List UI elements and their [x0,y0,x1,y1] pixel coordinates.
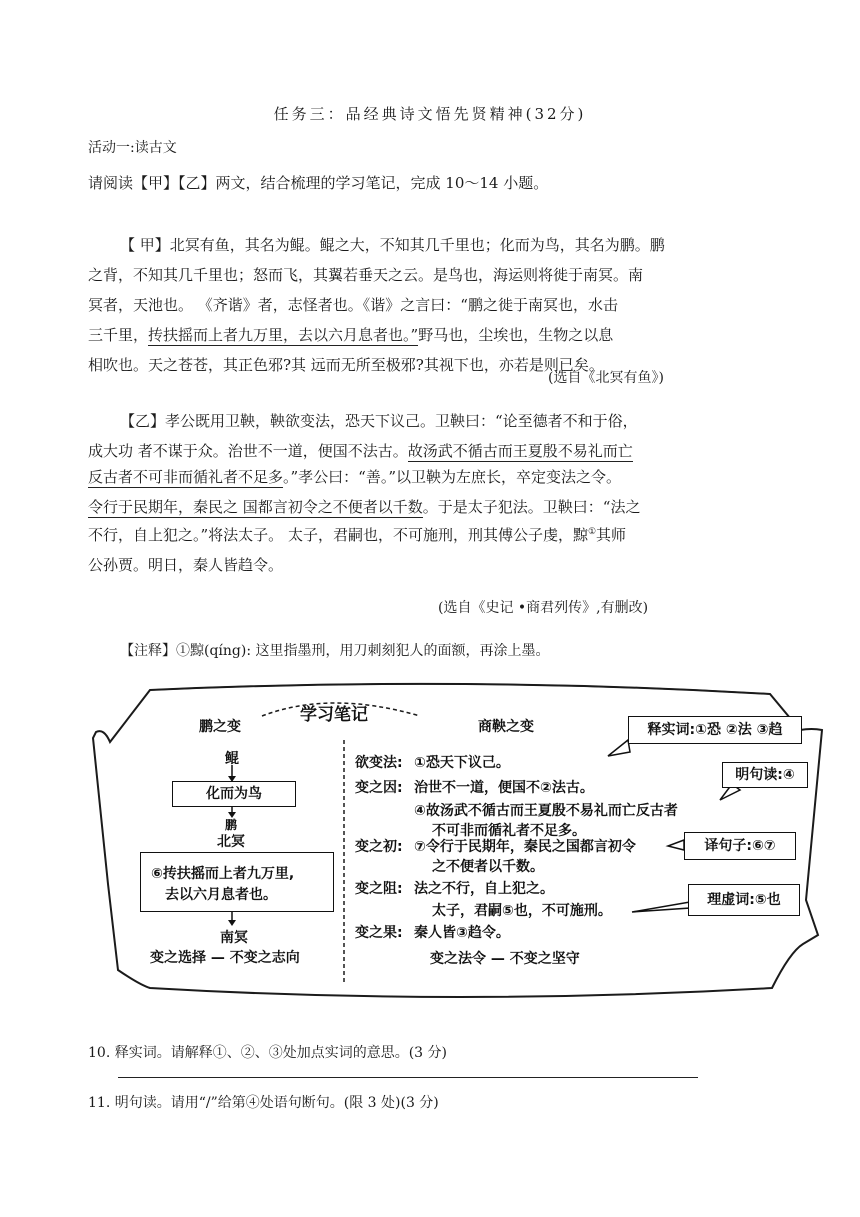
jia-line-4-post: 野马也，尘埃也，生物之以息 [418,326,614,344]
instruction: 请阅读【甲】【乙】两文，结合梳理的学习笔记，完成 10～14 小题。 [88,174,549,192]
row-text-3: ④故汤武不循古而王夏殷不易礼而亡反古者 [414,803,678,819]
row-label-2: 变之因: [355,780,403,796]
beiming-label: 北冥 [217,834,245,850]
yi-line-4 [88,496,640,517]
sentence-6-line-1: ⑥抟扶摇而上者九万里, [151,866,295,882]
yi-line-4-post: 。于是太子犯法。卫鞅曰：“法之 [422,498,641,516]
jia-line-2: 之背，不知其几千里也；怒而飞，其翼若垂天之云。是鸟也，海运则将徙于南冥。南 [88,266,644,284]
yi-underlined-sentence-4a: 故汤武不循古而王夏殷不易礼而亡 [407,442,633,460]
task-title: 任务三：品经典诗文悟先贤精神(32分) [273,105,587,123]
callout-li-xu-ci: 理虚词:⑤也 [688,884,800,916]
yi-line-5-text: 不行，自上犯之。”将法太子。 太子，君嗣也，不可施刑，刑其傅公子虔，黥 [88,526,588,544]
row-text-4: 不可非而循礼者不足多。 [432,823,586,839]
callout-shi-shi-ci: 释实词:①恐 ②法 ③趋 [628,716,802,744]
yi-line-1: 【乙】孝公既用卫鞅，鞅欲变法，恐天下议己。卫鞅曰：“论至德者不和于俗， [120,412,638,430]
activity-label: 活动一:读古文 [88,140,177,156]
sentence-6-line-2: 去以六月息者也。 [165,887,277,903]
yi-line-3-post: 。”孝公曰：“善。”以卫鞅为左庶长，卒定变法之令。 [283,468,622,486]
yi-line-2 [88,440,633,461]
yi-underlined-sentence-7: 令行于民期年，秦民之 国都言初令之不便者以千数 [88,498,423,516]
notes-title: 学习笔记 [300,705,368,725]
jia-line-4 [88,324,613,345]
row-text-2: 治世不一道，便国不②法古。 [414,780,594,796]
row-text-5: ⑦令行于民期年，秦民之国都言初令 [414,839,636,855]
nanming-label: 南冥 [220,930,248,946]
row-label-5: 变之初: [355,839,403,855]
right-heading: 商鞅之变 [478,719,534,735]
callout-yi-ju-zi: 译句子:⑥⑦ [684,832,796,860]
left-footer: 变之选择 — 不变之志向 [150,950,300,966]
row-label-1: 欲变法: [355,755,403,771]
sentence-6-box [140,852,334,912]
row-text-1: ①恐天下议己。 [414,755,510,771]
peng-label: 鹏 [225,818,238,832]
yi-line-6: 公孙贾。明日，秦人皆趋令。 [88,556,284,574]
answer-line[interactable] [118,1077,698,1078]
callout-ming-ju-dou: 明句读:④ [722,762,808,788]
yi-line-5-end: 其师 [596,526,627,544]
row-text-6: 之不便者以千数。 [432,859,544,875]
row-label-9: 变之果: [355,925,403,941]
transform-box [172,781,296,807]
row-text-7: 法之不行，自上犯之。 [414,881,554,897]
row-text-9: 秦人皆③趋令。 [414,925,510,941]
question-11: 11. 明句读。请用“/”给第④处语句断句。(限 3 处)(3 分) [88,1095,439,1111]
row-label-7: 变之阻: [355,881,403,897]
question-10: 10. 释实词。请解释①、②、③处加点实词的意思。(3 分) [88,1045,447,1061]
left-heading: 鹏之变 [199,719,241,735]
yi-source: (选自《史记 •商君列传》,有删改) [438,600,649,616]
yi-line-5 [88,524,626,545]
right-footer: 变之法令 — 不变之坚守 [430,951,580,967]
kun-label: 鲲 [225,751,239,767]
transform-box-text: 化而为鸟 [206,786,262,802]
yi-line-3 [88,466,621,487]
annotation: 【注释】①黥(qíng): 这里指墨刑，用刀刺刻犯人的面额，再涂上墨。 [120,643,550,659]
jia-line-1: 【 甲】北冥有鱼，其名为鲲。鲲之大，不知其几千里也；化而为鸟，其名为鹏。鹏 [120,236,665,254]
footnote-marker: ① [587,527,597,537]
jia-underlined-sentence-6: 抟扶摇而上者九万里，去以六月息者也。” [148,326,419,344]
jia-source: (选自《北冥有鱼》) [548,370,664,386]
jia-line-4-pre: 三千里， [88,326,149,344]
yi-underlined-sentence-4b: 反古者不可非而循礼者不足多 [88,468,284,486]
jia-line-3: 冥者，天池也。 《齐谐》者，志怪者也。《谐》之言曰：“鹏之徙于南冥也，水击 [88,296,618,314]
yi-line-2-pre: 成大功 者不谋于众。治世不一道，便国不法古。 [88,442,408,460]
jia-line-5-visible: 相吹也。天之苍苍，其正色邪?其 远而无所至极邪?其视下也，亦若是则已矣。 [88,356,604,374]
row-text-8: 太子，君嗣⑤也，不可施刑。 [432,903,612,919]
